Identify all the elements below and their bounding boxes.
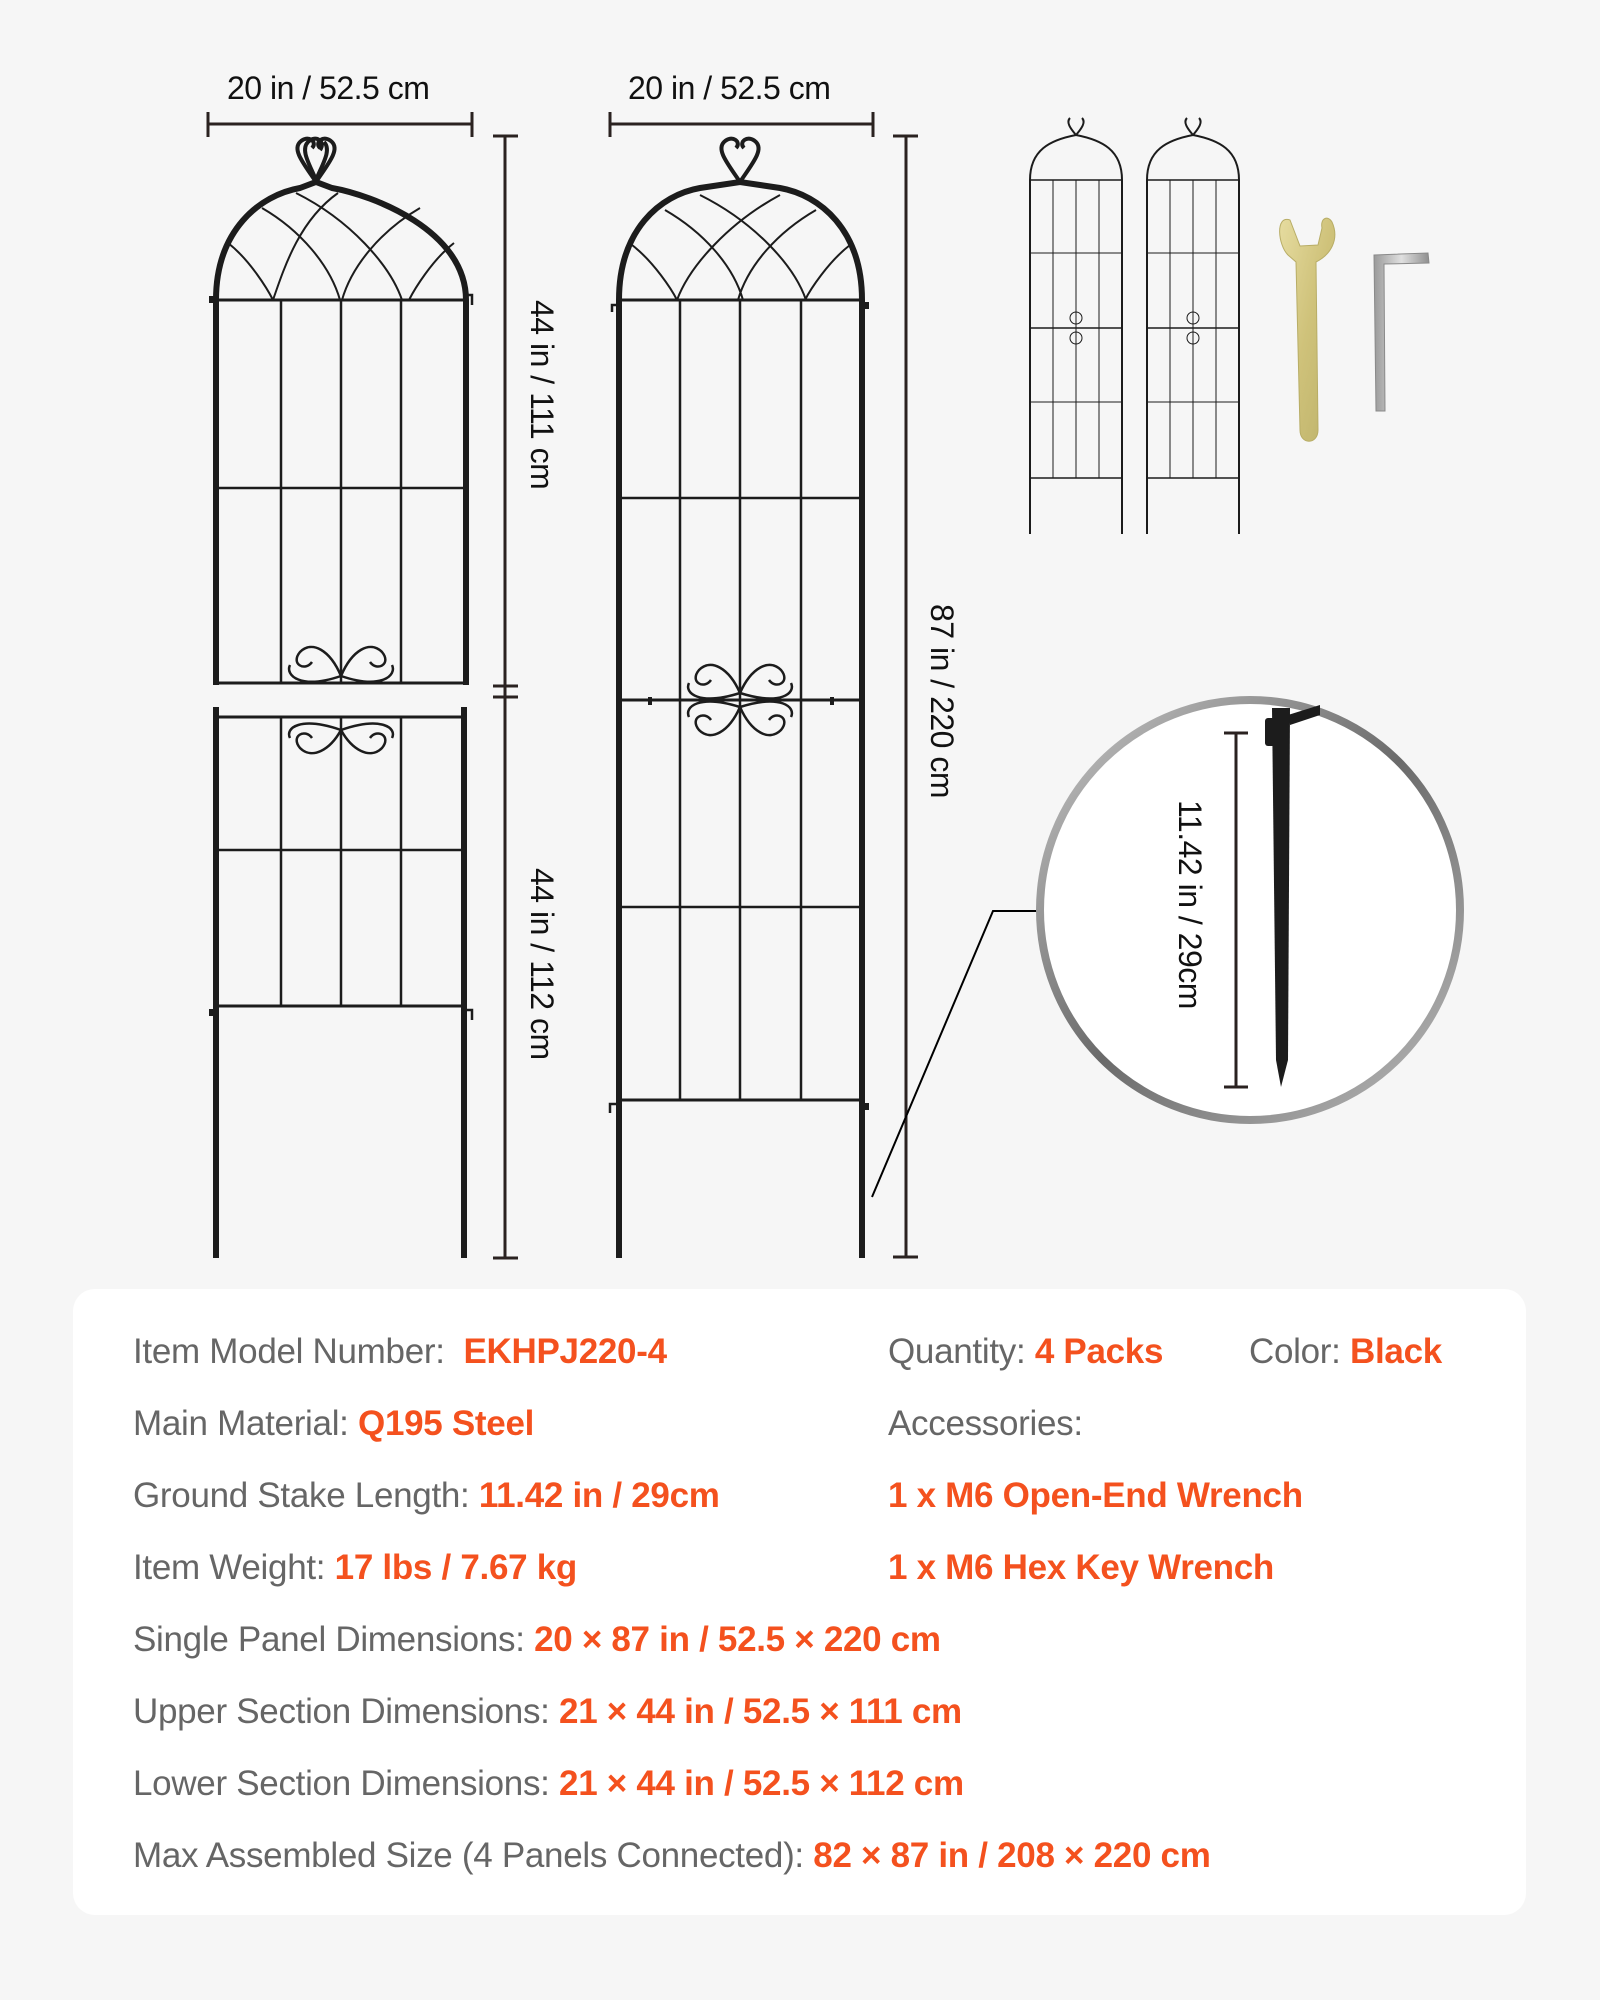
- accessory-hex-key-wrench: 1 x M6 Hex Key Wrench: [888, 1548, 1274, 1587]
- spec-stake-length-label: Ground Stake Length:: [133, 1476, 470, 1515]
- spec-color-label: Color:: [1249, 1332, 1341, 1371]
- spec-max-assembled: [133, 1836, 1211, 1876]
- spec-material: [133, 1404, 534, 1444]
- spec-lower-section: [133, 1764, 964, 1804]
- middle-panel-full: [610, 139, 869, 1258]
- spec-accessories: [888, 1404, 1083, 1444]
- middle-width-dimension-line: [610, 112, 873, 137]
- left-width-label: 20 in / 52.5 cm: [227, 70, 430, 106]
- spec-model-value: EKHPJ220-4: [463, 1332, 667, 1371]
- spec-weight-value: 17 lbs / 7.67 kg: [334, 1548, 577, 1587]
- spec-accessory-item-2: [888, 1548, 1274, 1588]
- upper-height-label: 44 in / 111 cm: [524, 300, 560, 490]
- spec-upper-section-label: Upper Section Dimensions:: [133, 1692, 550, 1731]
- hex-key-wrench-icon: [1374, 253, 1429, 411]
- total-height-label: 87 in / 220 cm: [924, 604, 960, 798]
- spec-upper-section-value: 21 × 44 in / 52.5 × 111 cm: [559, 1692, 962, 1731]
- middle-height-dimension-line: [893, 136, 918, 1257]
- spec-upper-section: [133, 1692, 962, 1732]
- spec-single-panel: [133, 1620, 941, 1660]
- middle-width-label: 20 in / 52.5 cm: [628, 70, 831, 106]
- accessory-open-end-wrench: 1 x M6 Open-End Wrench: [888, 1476, 1303, 1515]
- package-panel-2: [1147, 118, 1239, 534]
- spec-weight: [133, 1548, 577, 1588]
- spec-quantity-value: 4 Packs: [1034, 1332, 1164, 1371]
- spec-model: [133, 1332, 667, 1372]
- left-panel-lower-section: [209, 707, 472, 1258]
- open-end-wrench-icon: [1280, 218, 1335, 441]
- spec-card: [73, 1289, 1526, 1915]
- spec-accessory-item-1: [888, 1476, 1303, 1516]
- spec-quantity: [888, 1332, 1163, 1372]
- spec-max-assembled-value: 82 × 87 in / 208 × 220 cm: [813, 1836, 1211, 1875]
- spec-quantity-label: Quantity:: [888, 1332, 1026, 1371]
- spec-stake-length-value: 11.42 in / 29cm: [478, 1476, 720, 1515]
- left-panel-upper-section: [209, 139, 472, 685]
- spec-weight-label: Item Weight:: [133, 1548, 326, 1587]
- spec-max-assembled-label: Max Assembled Size (4 Panels Connected):: [133, 1836, 804, 1875]
- spec-material-value: Q195 Steel: [358, 1404, 535, 1443]
- spec-color-value: Black: [1350, 1332, 1442, 1371]
- spec-lower-section-value: 21 × 44 in / 52.5 × 112 cm: [559, 1764, 964, 1803]
- spec-model-label: Item Model Number:: [133, 1332, 445, 1371]
- spec-single-panel-label: Single Panel Dimensions:: [133, 1620, 525, 1659]
- spec-material-label: Main Material:: [133, 1404, 349, 1443]
- left-width-dimension-line: [208, 112, 472, 137]
- callout-leader-line: [872, 911, 1041, 1197]
- spec-single-panel-value: 20 × 87 in / 52.5 × 220 cm: [534, 1620, 941, 1659]
- spec-lower-section-label: Lower Section Dimensions:: [133, 1764, 550, 1803]
- stake-detail-callout: [1040, 700, 1460, 1120]
- spec-accessories-label: Accessories:: [888, 1404, 1083, 1443]
- spec-stake-length: [133, 1476, 720, 1516]
- stake-length-label: 11.42 in / 29cm: [1172, 800, 1208, 1009]
- lower-height-label: 44 in / 112 cm: [524, 868, 560, 1060]
- package-panel-1: [1030, 118, 1122, 534]
- left-height-dimension-line: [493, 136, 518, 1258]
- spec-color: [1249, 1332, 1442, 1372]
